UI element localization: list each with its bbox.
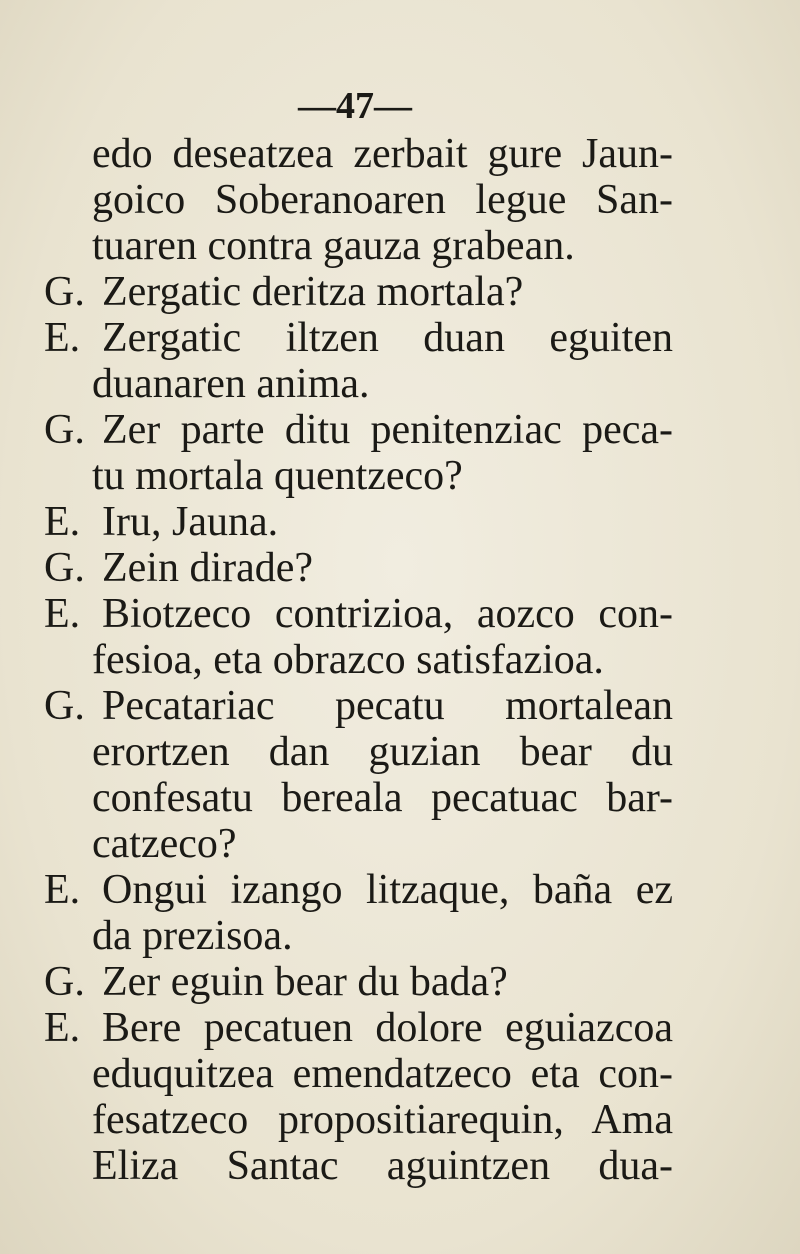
dialogue-line <box>44 590 673 638</box>
line-text: fesioa, eta obrazco satisfazioa. <box>92 637 604 683</box>
speaker-label: G. <box>44 545 85 591</box>
line-text: tu mortala quentzeco? <box>92 453 463 499</box>
line-text: Zer eguin bear du bada? <box>102 959 508 1005</box>
line-text: Pecatariac pecatu mortalean <box>102 683 673 729</box>
text-line <box>92 452 673 500</box>
line-text: Bere pecatuen dolore eguiazcoa <box>102 1005 673 1051</box>
dialogue-line <box>44 314 673 362</box>
speaker-label: G. <box>44 683 85 729</box>
text-line <box>92 820 673 868</box>
line-text: Biotzeco contrizioa, aozco con- <box>102 591 673 637</box>
text-line <box>92 360 673 408</box>
line-text: Zer parte ditu penitenziac peca- <box>102 407 673 453</box>
line-text: erortzen dan guzian bear du <box>92 729 673 775</box>
line-text: fesatzeco propositiarequin, Ama <box>92 1097 673 1143</box>
speaker-label: E. <box>44 867 81 913</box>
dialogue-line <box>44 406 673 454</box>
speaker-label: E. <box>44 1005 81 1051</box>
line-text: confesatu bereala pecatuac bar- <box>92 775 673 821</box>
line-text: Iru, Jauna. <box>102 499 279 545</box>
line-text: eduquitzea emendatzeco eta con- <box>92 1051 673 1097</box>
text-line <box>92 636 673 684</box>
dialogue-line <box>44 1004 673 1052</box>
text-line <box>92 912 673 960</box>
dialogue-line <box>44 544 673 592</box>
line-text: Zergatic iltzen duan eguiten <box>102 315 673 361</box>
text-line <box>92 1050 673 1098</box>
page-number: —47— <box>298 85 412 127</box>
speaker-label: E. <box>44 591 81 637</box>
line-text: catzeco? <box>92 821 237 867</box>
text-line <box>92 774 673 822</box>
speaker-label: E. <box>44 315 81 361</box>
speaker-label: G. <box>44 959 85 1005</box>
line-text: duanaren anima. <box>92 361 370 407</box>
line-text: da prezisoa. <box>92 913 293 959</box>
text-line <box>92 1142 673 1190</box>
line-text: tuaren contra gauza grabean. <box>92 223 575 269</box>
line-text: Ongui izango litzaque, baña ez <box>102 867 673 913</box>
text-line <box>92 176 673 224</box>
line-text: Zein dirade? <box>102 545 314 591</box>
dialogue-line <box>44 498 673 546</box>
text-line <box>92 222 673 270</box>
speaker-label: E. <box>44 499 81 545</box>
dialogue-line <box>44 866 673 914</box>
dialogue-line <box>44 682 673 730</box>
speaker-label: G. <box>44 407 85 453</box>
text-line <box>92 1096 673 1144</box>
line-text: Eliza Santac aguintzen dua- <box>92 1143 673 1189</box>
dialogue-line <box>44 268 673 316</box>
line-text: goico Soberanoaren legue San- <box>92 177 673 223</box>
text-line <box>92 728 673 776</box>
line-text: Zergatic deritza mortala? <box>102 269 524 315</box>
speaker-label: G. <box>44 269 85 315</box>
dialogue-line <box>44 958 673 1006</box>
line-text: edo deseatzea zerbait gure Jaun- <box>92 131 673 177</box>
text-line <box>92 130 673 178</box>
